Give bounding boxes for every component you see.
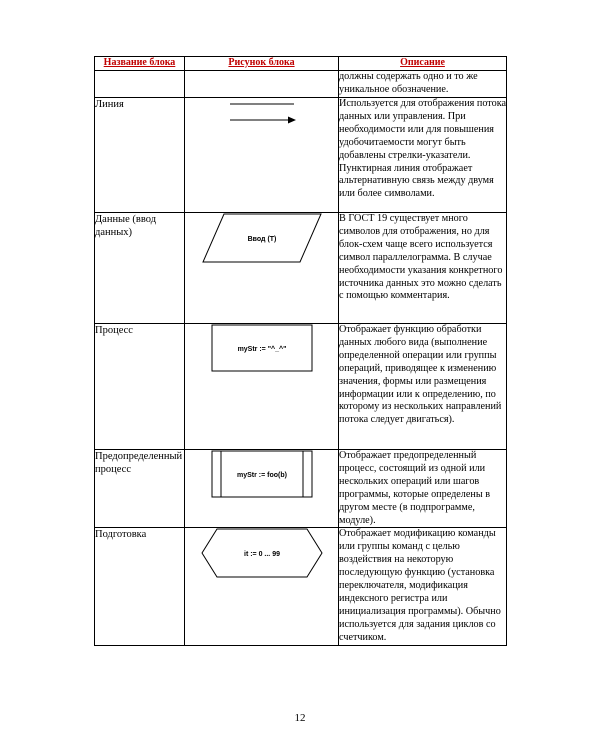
table-row-predefined-process	[95, 450, 507, 528]
block-description: Отображает функцию обработки данных любого вида (выполнение определенной операции или группы операций, приводящее к изменению значения, формы или размещения информации или к определению, по которому из нескольких направлений потока следует двигаться).	[339, 324, 507, 450]
table-header-row	[95, 57, 507, 71]
line-arrow-figure	[222, 98, 302, 128]
block-name: Подготовка	[95, 528, 185, 645]
block-name: Предопределенный процесс	[95, 450, 185, 528]
block-figure	[185, 213, 339, 324]
table-row-line	[95, 98, 507, 213]
header-description: Описание	[339, 57, 507, 71]
block-figure	[185, 98, 339, 213]
block-description: Отображает предопределенный процесс, состоящий из одной или нескольких операций или шагов программы, которые определены в другом месте (в подпрограмме, модуле).	[339, 450, 507, 528]
hexagon-figure	[201, 528, 323, 578]
block-description: Отображает модификацию команды или группы команд с целью воздействия на некоторую последующую функцию (установка переключателя, модификация индексного регистра или инициализация программы). Обычно используется для задания циклов со счетчиком.	[339, 528, 507, 645]
block-name	[95, 71, 185, 98]
table-row-continuation	[95, 71, 507, 98]
block-description: должны содержать одно и то же уникальное обозначение.	[339, 71, 507, 98]
header-block-name: Название блока	[95, 57, 185, 71]
process-figure	[211, 324, 313, 372]
figure-label: it := 0 ... 99	[243, 551, 280, 559]
page-number: 12	[294, 712, 306, 724]
header-block-figure: Рисунок блока	[185, 57, 339, 71]
block-description: В ГОСТ 19 существует много символов для отображения, но для блок-схем чаще всего используется символ параллелограмма. В случае необходимости указания конкретного источника данных это можно сделать с помощью комментария.	[339, 213, 507, 324]
table-row-preparation	[95, 528, 507, 645]
figure-label: myStr := foo(b)	[236, 472, 287, 479]
block-figure	[185, 71, 339, 98]
block-figure	[185, 324, 339, 450]
table-row-process	[95, 324, 507, 450]
block-figure	[185, 450, 339, 528]
parallelogram-figure	[197, 213, 327, 263]
arrow-head-icon	[288, 117, 296, 124]
block-name: Данные (ввод данных)	[95, 213, 185, 324]
table-row-data	[95, 213, 507, 324]
block-description: Используется для отображения потока данных или управления. При необходимости или для повышения удобочитаемости могут быть добавлены стрелки-указатели. Пунктирная линия отображает альтернативную связь между двумя или более символами.	[339, 98, 507, 213]
flowchart-blocks-table	[94, 56, 507, 646]
block-figure	[185, 528, 339, 645]
figure-label: Ввод (Т)	[247, 236, 276, 243]
predefined-process-figure	[211, 450, 313, 498]
block-name: Процесс	[95, 324, 185, 450]
figure-label: myStr := "^_^"	[237, 346, 286, 353]
block-name: Линия	[95, 98, 185, 213]
